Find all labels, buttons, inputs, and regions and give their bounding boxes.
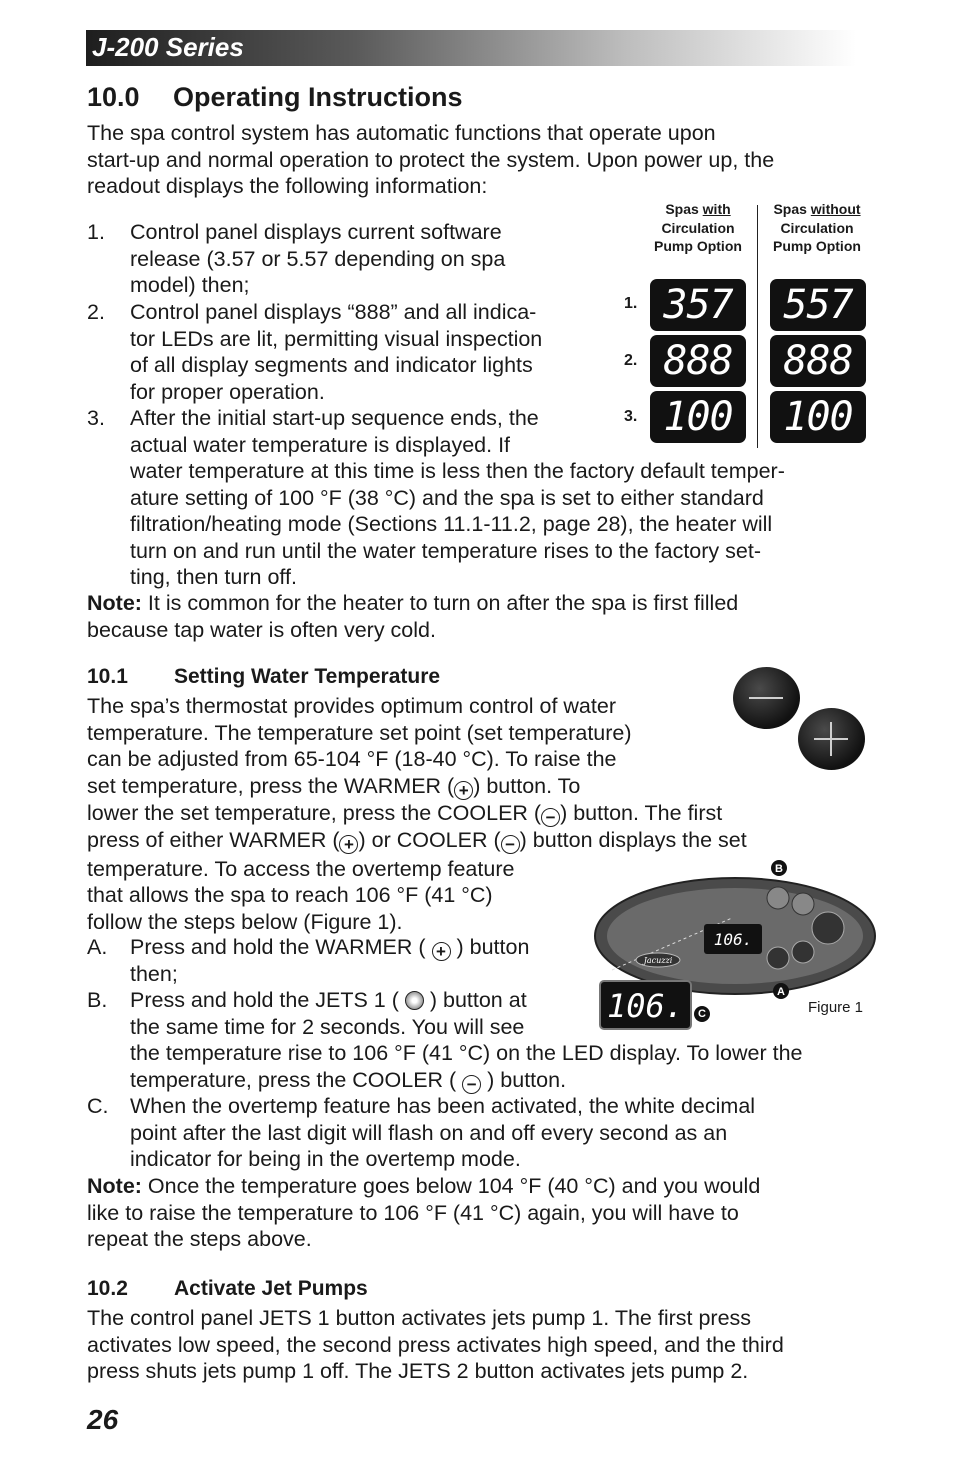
s102-paragraph xyxy=(87,1305,887,1385)
text-run: ) button. To xyxy=(473,773,581,798)
text-run: ) or COOLER ( xyxy=(358,827,501,852)
warmer-button-illustration xyxy=(798,708,865,770)
step-line: of all display segments and indicator lights xyxy=(130,353,533,377)
para-line: activates low speed, the second press activates high speed, and the third xyxy=(87,1332,784,1357)
step-line: When the overtemp feature has been activated, the white decimal xyxy=(130,1094,756,1118)
col-head-with xyxy=(640,200,756,256)
cooler-button-icon xyxy=(767,947,789,969)
jets2-button-icon xyxy=(792,893,814,915)
jets1-button-icon xyxy=(767,887,789,909)
minus-icon: − xyxy=(501,835,520,854)
section-number: 10.0 xyxy=(87,82,140,112)
col-head-text: Spas xyxy=(773,201,811,217)
step-line: the same time for 2 seconds. You will see xyxy=(130,1014,525,1039)
led-display: 557 xyxy=(770,279,866,331)
step-line: then; xyxy=(130,962,178,986)
step-line: ature setting of 100 °F (38 °C) and the spa is set to either standard xyxy=(130,485,764,510)
note-label: Note: xyxy=(87,1174,142,1198)
panel-display-text: 106. xyxy=(713,930,753,949)
text-run: ) button displays the set xyxy=(519,827,747,852)
step-line: filtration/heating mode (Sections 11.1-11.2, page 28), the heater will xyxy=(130,512,773,536)
text-run: Press and hold the WARMER ( xyxy=(130,935,432,959)
row-label: 2. xyxy=(624,352,638,369)
jets-icon xyxy=(405,991,424,1010)
para-line: The control panel JETS 1 button activates jets pump 1. The first press xyxy=(87,1306,752,1330)
text-run: ) button. xyxy=(481,1067,567,1092)
led-display: 357 xyxy=(650,279,746,331)
cooler-button-illustration xyxy=(733,667,800,729)
text-run: ) button at xyxy=(423,988,527,1012)
step-line: turn on and run until the water temperature rises to the factory set- xyxy=(130,538,761,563)
para-line: follow the steps below (Figure 1). xyxy=(87,909,403,934)
note-startup xyxy=(87,590,738,643)
step-1 xyxy=(87,219,627,299)
light-button-icon xyxy=(812,912,844,944)
text-run: Press and hold the JETS 1 ( xyxy=(130,988,405,1012)
warmer-button-icon xyxy=(792,941,814,963)
para-line xyxy=(87,773,867,800)
text-run: set temperature, press the WARMER ( xyxy=(87,773,455,798)
note-text: It is common for the heater to turn on after the spa is first filled xyxy=(141,591,739,615)
col-head-emph: with xyxy=(702,201,731,217)
step-3 xyxy=(87,405,887,591)
text-run: lower the set temperature, press the COOLER ( xyxy=(87,800,542,825)
text-run: press of either WARMER ( xyxy=(87,827,340,852)
para-line: temperature. To access the overtemp feature xyxy=(87,856,515,881)
para-line: press shuts jets pump 1 off. The JETS 2 button activates jets pump 2. xyxy=(87,1359,749,1383)
plus-icon: + xyxy=(339,835,358,854)
step-marker: 1. xyxy=(87,220,105,244)
step-line: Control panel displays “888” and all indica- xyxy=(130,300,537,324)
step-marker: C. xyxy=(87,1094,109,1118)
step-line: indicator for being in the overtemp mode. xyxy=(130,1147,521,1171)
para-line: The spa’s thermostat provides optimum control of water xyxy=(87,694,616,718)
step-line: the temperature rise to 106 °F (41 °C) on the LED display. To lower the xyxy=(130,1041,803,1065)
para-line: temperature. The temperature set point (set temperature) xyxy=(87,720,632,745)
col-head-without xyxy=(762,200,872,256)
figure-led-display: 106. xyxy=(599,980,692,1030)
led-display: 100 xyxy=(770,391,866,443)
step-line: release (3.57 or 5.57 depending on spa xyxy=(130,246,506,271)
subsection-heading-10-1 xyxy=(87,665,440,689)
subsection-number: 10.2 xyxy=(87,1277,128,1300)
plus-icon: + xyxy=(454,781,473,800)
page-number: 26 xyxy=(87,1404,119,1435)
note-label: Note: xyxy=(87,591,142,615)
step-line: After the initial start-up sequence ends, the xyxy=(130,406,539,430)
subsection-heading-10-2 xyxy=(87,1277,368,1301)
note-text: repeat the steps above. xyxy=(87,1227,312,1251)
row-label: 1. xyxy=(624,295,638,312)
plus-icon-vertical xyxy=(830,722,832,756)
step-c xyxy=(87,1093,887,1175)
step-line: actual water temperature is displayed. If xyxy=(130,432,511,457)
callout-b-label: B xyxy=(775,863,783,875)
text-run: ) button xyxy=(450,935,530,959)
step-marker: 3. xyxy=(87,406,105,430)
note-text: like to raise the temperature to 106 °F (41 °C) again, you will have to xyxy=(87,1200,739,1225)
callout-c: C xyxy=(694,1006,710,1022)
step-line: water temperature at this time is less then the factory default temper- xyxy=(130,459,785,483)
step-marker: A. xyxy=(87,935,108,959)
step-line: Control panel displays current software xyxy=(130,220,502,244)
intro-line: The spa control system has automatic functions that operate upon xyxy=(87,121,716,145)
step-2 xyxy=(87,299,627,405)
col-head-emph: without xyxy=(810,201,861,217)
callout-a-label: A xyxy=(777,986,785,998)
intro-line: start-up and normal operation to protect the system. Upon power up, the xyxy=(87,147,775,172)
minus-icon: − xyxy=(462,1075,481,1094)
brand-logo-text: Jacuzzi xyxy=(643,956,673,965)
subsection-number: 10.1 xyxy=(87,665,128,688)
series-title: J-200 Series xyxy=(92,32,244,62)
section-heading xyxy=(87,82,463,113)
led-display: 888 xyxy=(770,335,866,387)
plus-icon: + xyxy=(432,942,451,961)
intro-line: readout displays the following information: xyxy=(87,174,488,198)
col-head-text: Spas xyxy=(665,201,703,217)
step-line: ting, then turn off. xyxy=(130,565,297,589)
minus-icon xyxy=(749,697,783,699)
step-line: tor LEDs are lit, permitting visual inspection xyxy=(130,326,543,351)
text-run: temperature, press the COOLER ( xyxy=(130,1067,463,1092)
text-run: ) button. The first xyxy=(560,800,723,825)
subsection-title: Setting Water Temperature xyxy=(174,665,441,688)
col-head-text: Circulation xyxy=(661,219,735,236)
step-marker: 2. xyxy=(87,300,105,324)
step-line: model) then; xyxy=(130,273,250,297)
para-line: that allows the spa to reach 106 °F (41 °C) xyxy=(87,883,493,907)
col-head-text: Circulation xyxy=(780,219,854,236)
intro-paragraph xyxy=(87,120,774,200)
figure-caption: Figure 1 xyxy=(808,999,864,1016)
subsection-title: Activate Jet Pumps xyxy=(174,1277,368,1300)
step-a xyxy=(87,934,587,988)
col-head-text: Pump Option xyxy=(654,238,742,254)
para-line: can be adjusted from 65-104 °F (18-40 °C). To raise the xyxy=(87,747,617,771)
note-overtemp xyxy=(87,1173,760,1253)
row-label: 3. xyxy=(624,408,638,425)
section-title: Operating Instructions xyxy=(173,82,463,112)
table-divider xyxy=(757,205,758,448)
step-line: for proper operation. xyxy=(130,379,325,404)
minus-icon: − xyxy=(541,808,560,827)
note-text: Once the temperature goes below 104 °F (40 °C) and you would xyxy=(141,1174,761,1198)
col-head-text: Pump Option xyxy=(773,238,861,254)
step-marker: B. xyxy=(87,988,108,1012)
step-line: point after the last digit will flash on and off every second as an xyxy=(130,1120,728,1145)
para-line xyxy=(87,800,867,827)
note-text: because tap water is often very cold. xyxy=(87,617,436,642)
led-display: 888 xyxy=(650,335,746,387)
para-line xyxy=(87,827,867,854)
led-display: 100 xyxy=(650,391,746,443)
